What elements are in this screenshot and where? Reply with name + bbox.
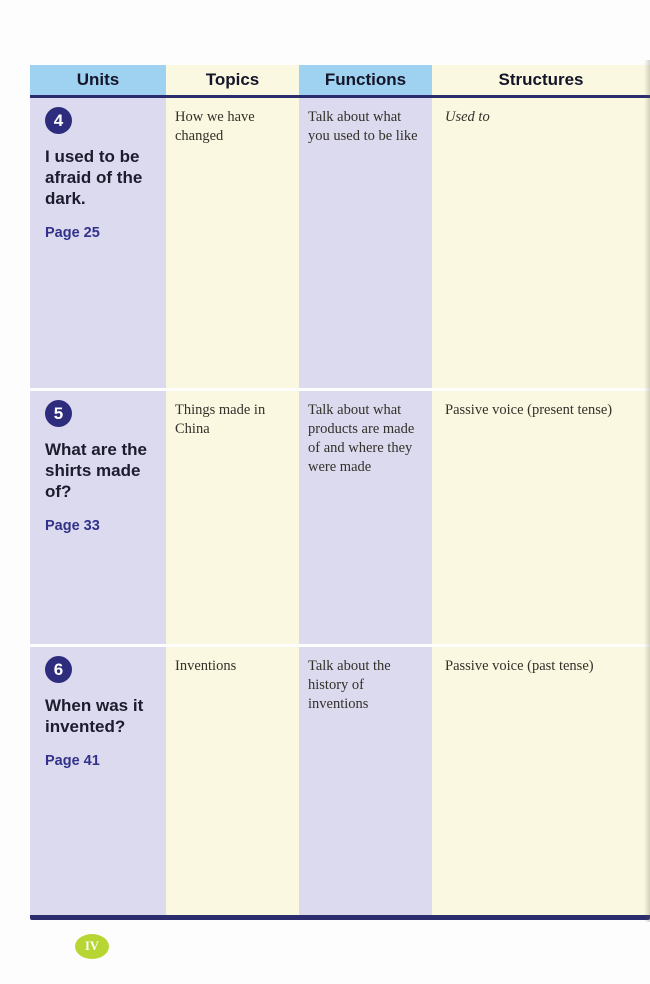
functions-cell [299,98,432,388]
structures-cell [432,98,650,388]
functions-cell [299,391,432,644]
scan-edge-shadow [644,60,650,922]
unit-page-label: Page 41 [45,753,100,769]
topics-cell [166,391,299,644]
unit-cell [30,647,166,915]
column-header-topics: Topics [166,65,299,95]
bottom-rule [30,915,650,920]
unit-number-badge: 6 [45,656,72,683]
column-header-structures: Structures [432,65,650,95]
unit-number-badge: 5 [45,400,72,427]
structures-cell [432,647,650,915]
structures-text: Passive voice (present tense) [445,402,613,418]
table-header-row [30,65,650,95]
table-row-unit-6 [30,647,650,915]
page-number-badge: IV [75,934,109,959]
structures-text: Passive voice (past tense) [445,658,594,674]
unit-title: I used to be afraid of the dark. [45,147,143,208]
contents-table [30,65,650,918]
structures-cell [432,391,650,644]
column-header-functions: Functions [299,65,432,95]
topics-text: How we have changed [175,109,255,144]
topics-text: Inventions [175,658,237,674]
functions-text: Talk about what you used to be like [308,109,418,144]
column-header-units: Units [30,65,166,95]
unit-title: When was it invented? [45,696,144,736]
unit-page-label: Page 33 [45,518,100,534]
functions-text: Talk about what products are made of and where they were made [308,402,415,475]
structures-text: Used to [445,109,490,125]
topics-cell [166,647,299,915]
table-row-unit-5 [30,391,650,644]
unit-number-badge: 4 [45,107,72,134]
table-row-unit-4 [30,98,650,388]
unit-cell [30,98,166,388]
unit-title: What are the shirts made of? [45,440,148,501]
topics-cell [166,98,299,388]
unit-cell [30,391,166,644]
unit-page-label: Page 25 [45,225,100,241]
topics-text: Things made in China [175,402,266,437]
functions-cell [299,647,432,915]
functions-text: Talk about the history of inventions [308,658,391,712]
